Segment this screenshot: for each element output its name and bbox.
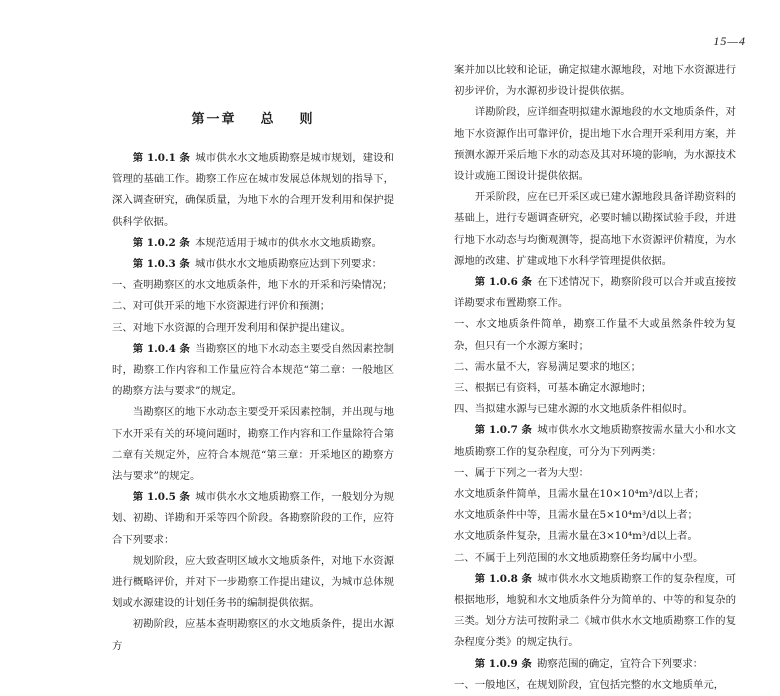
- clause-number: 第 1.0.6 条: [474, 276, 533, 289]
- body-paragraph: 规划阶段，应大致查明区域水文地质条件，对地下水资源进行概略评价，并对下一步勘察工作提出建议，为城市总体规划或水源建设的计划任务书的编制提供依据。: [112, 554, 394, 610]
- clause-paragraph: [112, 487, 394, 551]
- list-item: 二、对可供开采的地下水资源进行评价和预测；: [112, 300, 331, 313]
- clause-text: 城市供水水文地质勘察按需水量大小和水文地质勘察工作的复杂程度，可分为下列两类：: [454, 424, 736, 458]
- chapter-word-1: 总: [260, 112, 276, 127]
- clause-number: 第 1.0.8 条: [474, 572, 533, 585]
- continued-paragraph: 案并加以比较和论证，确定拟建水源地段，对地下水资源进行初步评价，为水源初步设计提供依据。: [454, 64, 736, 98]
- body-paragraph: 初勘阶段，应基本查明勘察区的水文地质条件，提出水源方: [112, 618, 394, 652]
- clause-paragraph: [112, 148, 394, 233]
- left-column: [112, 112, 394, 657]
- left-body: [112, 148, 394, 657]
- list-item: 一、一般地区，在规划阶段，宜包括完整的水文地质单元，: [454, 678, 725, 691]
- clause-text: 在下述情况下，勘察阶段可以合并或直接按详勘要求布置勘察工作。: [454, 276, 736, 310]
- chapter-number: 第一章: [191, 112, 237, 127]
- list-item: 一、查明勘察区的水文地质条件，地下水的开采和污染情况；: [112, 279, 393, 292]
- clause-paragraph: [454, 569, 736, 654]
- body-paragraph: 详勘阶段，应详细查明拟建水源地段的水文地质条件，对地下水资源作出可靠评价，提出地下水合理开采利用方案，并预测水源开采后地下水的动态及其对环境的影响，为水源技术设计或施工图设计提供依据。: [454, 106, 736, 183]
- list-item: 一、属于下列之一者为大型：: [454, 466, 590, 479]
- list-item: 四、当拟建水源与已建水源的水文地质条件相似时。: [454, 403, 693, 416]
- clause-text: 城市供水水文地质勘察工作，一般划分为规划、初勘、详勘和开采等四个阶段。各勘察阶段的工作，应符合下列要求：: [112, 491, 394, 546]
- clause-number: 第 1.0.4 条: [132, 342, 191, 355]
- list-item: 三、根据已有资料，可基本确定水源地时；: [454, 382, 652, 395]
- clause-number: 第 1.0.9 条: [474, 657, 532, 670]
- list-item: 一、水文地质条件简单，勘察工作量不大或虽然条件较为复杂，但只有一个水源方案时；: [454, 318, 736, 352]
- clause-number: 第 1.0.5 条: [132, 491, 191, 504]
- clause-paragraph: [454, 420, 736, 462]
- body-paragraph: 当勘察区的地下水动态主要受开采因素控制，并出现与地下水开采有关的环境问题时，勘察工作内容和工作量除符合第二章有关规定外，应符合本规范“第三章：开采地区的勘察方法与要求”的规定。: [112, 406, 394, 483]
- clause-number: 第 1.0.7 条: [474, 424, 533, 437]
- clause-text: 城市供水水文地质勘察应达到下列要求：: [194, 258, 382, 271]
- list-item: 水文地质条件中等，且需水量在5×10⁴m³/d以上者；: [454, 509, 698, 522]
- clause-text: 当勘察区的地下水动态主要受自然因素控制时，勘察工作内容和工作量应符合本规范“第二章：一般地区的勘察方法与要求”的规定。: [112, 342, 394, 398]
- clause-paragraph: [112, 339, 394, 403]
- body-paragraph: 开采阶段，应在已开采区或已建水源地段具备详勘资料的基础上，进行专题调查研究，必要时辅以勘探试验手段，并进行地下水动态与均衡观测等，提高地下水资源评价精度，为水源地的改建、扩建或地下水科学管理提供依据。: [454, 191, 736, 267]
- right-column: [454, 60, 736, 696]
- list-item: 二、需水量不大，容易满足要求的地区；: [454, 360, 642, 373]
- chapter-title: [112, 112, 394, 128]
- list-item: 水文地质条件简单，且需水量在10×10⁴m³/d以上者；: [454, 488, 705, 501]
- page-number: 15—4: [713, 34, 746, 48]
- list-item: 水文地质条件复杂，且需水量在3×10⁴m³/d以上者。: [454, 530, 698, 543]
- list-item: 三、对地下水资源的合理开发利用和保护提出建议。: [112, 321, 351, 334]
- clause-text: 城市供水水文地质勘察是城市规划，建设和管理的基础工作。勘察工作应在城市发展总体规划的指导下，深入调查研究，确保质量，为地下水的合理开发利用和保护提供科学依据。: [112, 152, 394, 228]
- clause-paragraph: [454, 654, 736, 675]
- clause-number: 第 1.0.3 条: [132, 258, 190, 271]
- clause-paragraph: [112, 233, 394, 254]
- clause-number: 第 1.0.1 条: [132, 152, 191, 164]
- chapter-word-2: 则: [299, 112, 315, 127]
- right-body: [454, 60, 736, 696]
- clause-text: 城市供水水文地质勘察工作的复杂程度，可根据地形，地貌和水文地质条件分为简单的、中等的和复杂的三类。划分方法可按附录二《城市供水水文地质勘察工作的复杂程度分类》的规定执行。: [454, 572, 736, 649]
- list-item: 二、不属于上列范围的水文地质勘察任务均属中小型。: [454, 551, 704, 564]
- clause-paragraph: [454, 272, 736, 314]
- clause-text: 勘察范围的确定，宜符合下列要求：: [536, 657, 704, 670]
- clause-text: 本规范适用于城市的供水水文地质勘察。: [194, 236, 382, 249]
- clause-paragraph: [112, 254, 394, 275]
- clause-number: 第 1.0.2 条: [132, 236, 190, 249]
